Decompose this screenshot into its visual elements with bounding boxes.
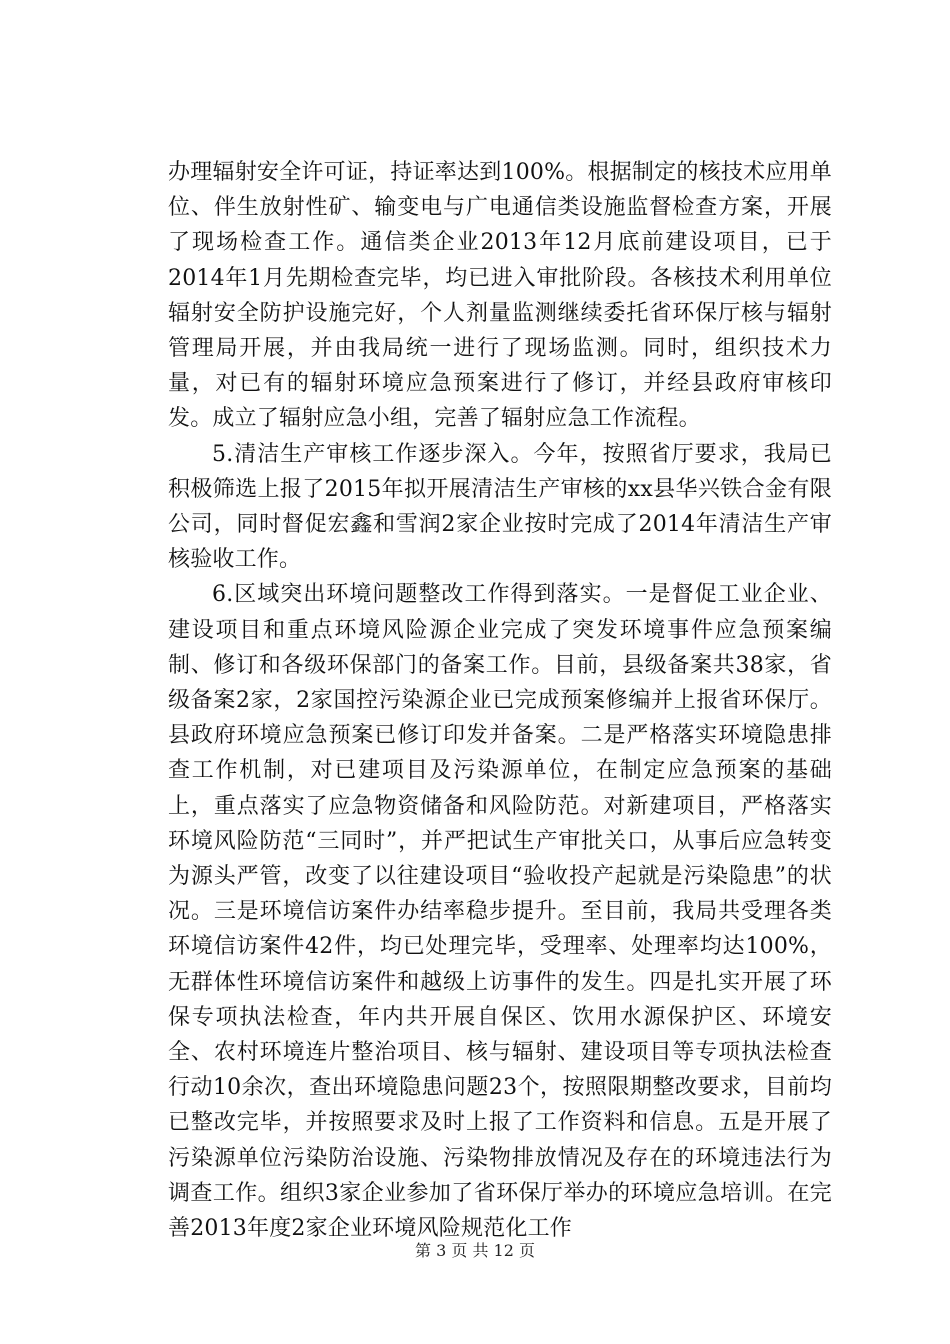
paragraph-regional-rectification: 6.区域突出环境问题整改工作得到落实。一是督促工业企业、建设项目和重点环境风险源企业完成了突发环境事件应急预案编制、修订和各级环保部门的备案工作。目前，县级备案共38家，省级备案2家，2家国控污染源企业已完成预案修编并上报省环保厅。县政府环境应急预案已修订印发并备案。二是严格落实环境隐患排查工作机制，对已建项目及污染源单位，在制定应急预案的基础上，重点落实了应急物资储备和风险防范。对新建项目，严格落实环境风险防范“三同时”，并严把试生产审批关口，从事后应急转变为源头严管，改变了以往建设项目“验收投产起就是污染隐患”的状况。三是环境信访案件办结率稳步提升。至目前，我局共受理各类环境信访案件42件，均已处理完毕，受理率、处理率均达100%，无群体性环境信访案件和越级上访事件的发生。四是扎实开展了环保专项执法检查，年内共开展自保区、饮用水源保护区、环境安全、农村环境连片整治项目、核与辐射、建设项目等专项执法检查行动10余次，查出环境隐患问题23个，按照限期整改要求，目前均已整改完毕，并按照要求及时上报了工作资料和信息。五是开展了污染源单位污染防治设施、污染物排放情况及存在的环境违法行为调查工作。组织3家企业参加了省环保厅举办的环境应急培训。在完善2013年度2家企业环境风险规范化工作 (168, 582, 832, 1242)
body-text (168, 155, 832, 1246)
page-footer: 第 3 页 共 12 页 (415, 1241, 535, 1260)
paragraph-cleaner-production: 5.清洁生产审核工作逐步深入。今年，按照省厅要求，我局已积极筛选上报了2015年拟开展清洁生产审核的xx县华兴铁合金有限公司，同时督促宏鑫和雪润2家企业按时完成了2014年清洁生产审核验收工作。 (168, 441, 832, 573)
paragraph-radiation-safety: 办理辐射安全许可证，持证率达到100%。根据制定的核技术应用单位、伴生放射性矿、输变电与广电通信类设施监督检查方案，开展了现场检查工作。通信类企业2013年12月底前建设项目，已于2014年1月先期检查完毕，均已进入审批阶段。各核技术利用单位辐射安全防护设施完好，个人剂量监测继续委托省环保厅核与辐射管理局开展，并由我局统一进行了现场监测。同时，组织技术力量，对已有的辐射环境应急预案进行了修订，并经县政府审核印发。成立了辐射应急小组，完善了辐射应急工作流程。 (168, 160, 832, 432)
